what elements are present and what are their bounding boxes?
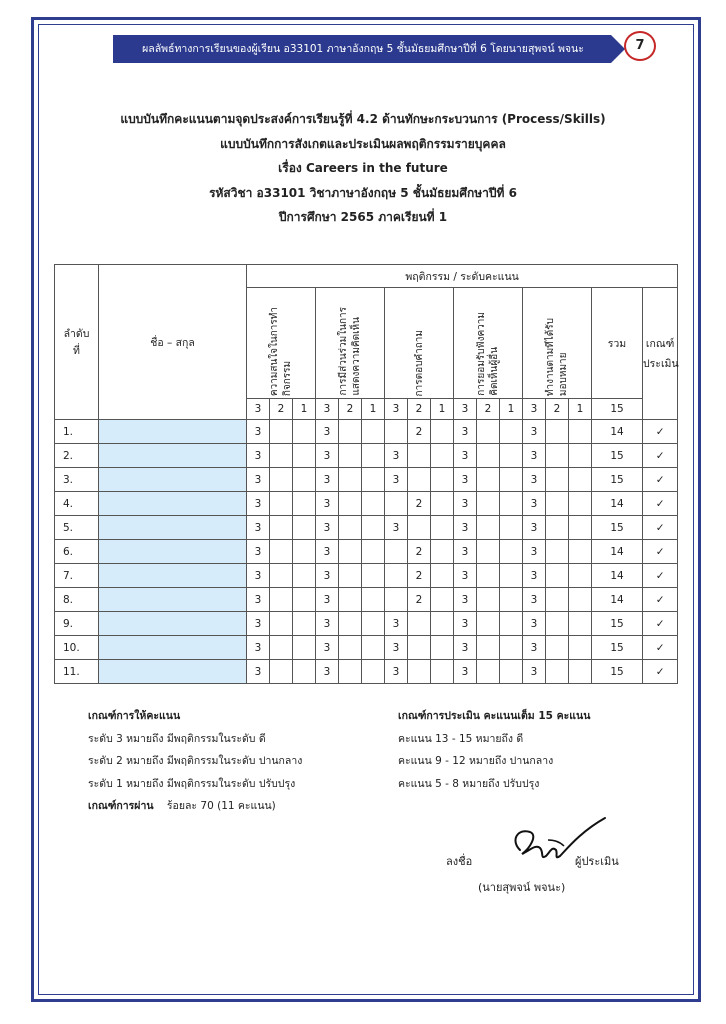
score-cell <box>500 420 523 444</box>
header-name <box>99 265 247 420</box>
score-cell: 3 <box>316 516 339 540</box>
score-cell: 3 <box>454 564 477 588</box>
score-cell <box>477 564 500 588</box>
score-cell: 3 <box>385 444 408 468</box>
score-cell <box>408 516 431 540</box>
score-cell <box>339 636 362 660</box>
score-cell <box>293 612 316 636</box>
score-cell <box>546 516 569 540</box>
score-cell <box>500 540 523 564</box>
scale-cell: 1 <box>362 399 385 420</box>
score-cell <box>569 444 592 468</box>
scale-cell: 2 <box>477 399 500 420</box>
score-cell <box>477 636 500 660</box>
scoring-criteria-line: ระดับ 2 หมายถึง มีพฤติกรรมในระดับ ปานกลาง <box>88 755 303 767</box>
student-name-redacted <box>99 420 247 444</box>
score-cell <box>270 420 293 444</box>
score-cell: 3 <box>454 468 477 492</box>
score-cell: 3 <box>316 420 339 444</box>
score-cell: 2 <box>408 564 431 588</box>
title-line-3: เรื่อง Careers in the future <box>278 161 448 175</box>
pass-criteria-value: ร้อยละ 70 (11 คะแนน) <box>166 800 276 812</box>
row-number: 8. <box>55 588 99 612</box>
evaluation-criteria-line: คะแนน 13 - 15 หมายถึง ดี <box>398 732 524 745</box>
scoring-criteria-heading: เกณฑ์การให้คะแนน <box>88 710 181 722</box>
score-cell <box>477 660 500 684</box>
signature-block <box>418 810 668 900</box>
scale-cell: 3 <box>385 399 408 420</box>
score-cell <box>431 564 454 588</box>
total-cell: 14 <box>592 588 643 612</box>
score-cell: 3 <box>454 516 477 540</box>
document-titles <box>60 107 666 230</box>
score-cell <box>385 564 408 588</box>
title-line-4: รหัสวิชา อ33101 วิชาภาษาอังกฤษ 5 ชั้นมัธยมศึกษาปีที่ 6 <box>209 185 517 200</box>
scale-cell: 1 <box>500 399 523 420</box>
scale-cell: 3 <box>316 399 339 420</box>
score-cell <box>569 564 592 588</box>
row-number: 5. <box>55 516 99 540</box>
score-cell <box>477 420 500 444</box>
pass-criteria <box>88 795 302 818</box>
score-cell: 3 <box>316 612 339 636</box>
score-cell <box>362 540 385 564</box>
score-cell <box>270 468 293 492</box>
score-table-body <box>55 420 678 684</box>
score-cell <box>293 468 316 492</box>
score-cell <box>293 492 316 516</box>
score-cell <box>569 612 592 636</box>
score-cell <box>546 588 569 612</box>
title-line-2: แบบบันทึกการสังเกตและประเมินผลพฤติกรรมรายบุคคล <box>220 136 506 151</box>
score-cell: 3 <box>316 444 339 468</box>
score-cell: 3 <box>385 468 408 492</box>
score-cell: 3 <box>454 588 477 612</box>
score-cell: 3 <box>523 636 546 660</box>
evaluator-name: (นายสุพจน์ พจนะ) <box>478 881 566 894</box>
score-cell <box>385 540 408 564</box>
total-cell: 14 <box>592 564 643 588</box>
student-name-redacted <box>99 588 247 612</box>
total-cell: 14 <box>592 540 643 564</box>
total-cell: 15 <box>592 660 643 684</box>
score-cell <box>293 516 316 540</box>
score-cell <box>339 540 362 564</box>
scale-cell: 1 <box>431 399 454 420</box>
score-cell <box>293 588 316 612</box>
total-cell: 15 <box>592 612 643 636</box>
scale-cell: 2 <box>408 399 431 420</box>
student-name-redacted <box>99 516 247 540</box>
score-cell <box>500 444 523 468</box>
score-cell <box>546 564 569 588</box>
score-cell: 3 <box>454 636 477 660</box>
score-cell <box>339 660 362 684</box>
score-cell <box>293 564 316 588</box>
score-cell <box>431 612 454 636</box>
score-cell <box>569 636 592 660</box>
score-cell <box>500 492 523 516</box>
behavior-3-text: การตอบคำถาม <box>413 329 425 396</box>
score-cell <box>431 516 454 540</box>
total-cell: 15 <box>592 468 643 492</box>
table-row <box>55 444 678 468</box>
score-cell: 3 <box>385 516 408 540</box>
score-cell <box>362 516 385 540</box>
score-cell <box>500 636 523 660</box>
header-no <box>55 265 99 420</box>
score-cell <box>546 468 569 492</box>
evaluator-role: ผู้ประเมิน <box>575 855 619 868</box>
total-cell: 15 <box>592 636 643 660</box>
score-cell <box>339 588 362 612</box>
score-cell <box>270 540 293 564</box>
score-cell: 3 <box>385 612 408 636</box>
title-line-5: ปีการศึกษา 2565 ภาคเรียนที่ 1 <box>278 210 448 224</box>
score-cell <box>500 612 523 636</box>
pass-check-icon: ✓ <box>643 588 678 612</box>
pass-check-icon: ✓ <box>643 492 678 516</box>
score-cell: 3 <box>247 636 270 660</box>
header-behavior-3 <box>385 288 454 399</box>
row-number: 11. <box>55 660 99 684</box>
score-cell <box>270 612 293 636</box>
score-cell <box>569 492 592 516</box>
score-cell <box>362 564 385 588</box>
score-cell <box>546 636 569 660</box>
score-cell <box>293 540 316 564</box>
pass-check-icon: ✓ <box>643 516 678 540</box>
behavior-4-text: การยอมรับฟังความ คิดเห็นผู้อื่น <box>476 312 500 396</box>
score-cell: 3 <box>523 564 546 588</box>
table-row <box>55 540 678 564</box>
pass-criteria-label: เกณฑ์การผ่าน <box>88 800 154 812</box>
title-line-1: แบบบันทึกคะแนนตามจุดประสงค์การเรียนรู้ที่ 4.2 ด้านทักษะกระบวนการ (Process/Skills) <box>120 112 606 126</box>
score-cell: 3 <box>316 588 339 612</box>
total-cell: 14 <box>592 492 643 516</box>
score-cell <box>569 420 592 444</box>
header-banner <box>113 35 625 63</box>
score-cell <box>270 588 293 612</box>
score-cell <box>408 660 431 684</box>
score-cell: 3 <box>247 540 270 564</box>
score-cell <box>270 444 293 468</box>
score-cell: 3 <box>523 540 546 564</box>
score-cell: 3 <box>316 564 339 588</box>
score-cell: 3 <box>454 492 477 516</box>
score-cell <box>569 588 592 612</box>
score-cell: 3 <box>454 420 477 444</box>
student-name-redacted <box>99 564 247 588</box>
score-cell <box>500 660 523 684</box>
student-name-redacted <box>99 540 247 564</box>
score-cell <box>477 612 500 636</box>
scale-cell: 2 <box>270 399 293 420</box>
score-cell <box>270 516 293 540</box>
score-cell <box>500 468 523 492</box>
score-cell: 3 <box>247 420 270 444</box>
score-cell: 3 <box>247 660 270 684</box>
scale-cell: 1 <box>293 399 316 420</box>
score-cell <box>362 636 385 660</box>
header-name-text: ชื่อ – สกุล <box>150 336 195 349</box>
score-cell <box>431 636 454 660</box>
student-name-redacted <box>99 444 247 468</box>
row-number: 9. <box>55 612 99 636</box>
header-behavior-1 <box>247 288 316 399</box>
header-behavior-4 <box>454 288 523 399</box>
scale-cell: 1 <box>569 399 592 420</box>
score-cell: 2 <box>408 492 431 516</box>
score-cell: 3 <box>385 636 408 660</box>
score-cell: 3 <box>523 588 546 612</box>
table-row <box>55 492 678 516</box>
banner-text: ผลลัพธ์ทางการเรียนของผู้เรียน อ33101 ภาษาอังกฤษ 5 ชั้นมัธยมศึกษาปีที่ 6 โดยนายสุพจน์ พจนะ <box>142 43 584 55</box>
score-cell: 3 <box>316 660 339 684</box>
score-cell <box>431 468 454 492</box>
pass-check-icon: ✓ <box>643 612 678 636</box>
score-cell <box>362 420 385 444</box>
score-cell <box>546 660 569 684</box>
score-cell <box>500 588 523 612</box>
row-number: 1. <box>55 420 99 444</box>
scale-cell: 3 <box>523 399 546 420</box>
score-cell <box>339 564 362 588</box>
score-cell: 3 <box>247 444 270 468</box>
score-cell <box>270 564 293 588</box>
table-row <box>55 564 678 588</box>
score-cell <box>546 492 569 516</box>
pass-check-icon: ✓ <box>643 420 678 444</box>
score-cell <box>362 492 385 516</box>
header-total-text: รวม <box>607 337 627 350</box>
scale-total: 15 <box>592 399 643 420</box>
score-cell: 3 <box>316 540 339 564</box>
scoring-criteria-line: ระดับ 3 หมายถึง มีพฤติกรรมในระดับ ดี <box>88 732 266 745</box>
student-name-redacted <box>99 492 247 516</box>
header-behaviors: พฤติกรรม / ระดับคะแนน <box>247 265 678 288</box>
score-cell <box>270 660 293 684</box>
table-row <box>55 636 678 660</box>
pass-check-icon: ✓ <box>643 468 678 492</box>
student-name-redacted <box>99 660 247 684</box>
total-cell: 15 <box>592 516 643 540</box>
score-cell <box>546 612 569 636</box>
row-number: 4. <box>55 492 99 516</box>
score-cell: 2 <box>408 540 431 564</box>
pass-check-icon: ✓ <box>643 444 678 468</box>
evaluation-criteria-heading: เกณฑ์การประเมิน คะแนนเต็ม 15 คะแนน <box>398 710 591 722</box>
score-cell <box>362 660 385 684</box>
score-cell: 3 <box>523 660 546 684</box>
table-row <box>55 612 678 636</box>
score-cell <box>339 492 362 516</box>
score-cell <box>362 588 385 612</box>
header-eval-text: เกณฑ์ ประเมิน <box>643 337 679 370</box>
score-cell <box>569 540 592 564</box>
score-cell <box>546 420 569 444</box>
scoring-criteria <box>88 705 302 818</box>
score-cell: 3 <box>247 588 270 612</box>
student-name-redacted <box>99 468 247 492</box>
score-cell <box>477 588 500 612</box>
evaluation-criteria <box>398 705 590 795</box>
score-cell <box>408 468 431 492</box>
score-cell <box>408 444 431 468</box>
behavior-5-text: ทำงานตามที่ได้รับ มอบหมาย <box>545 317 569 396</box>
scale-cell: 3 <box>247 399 270 420</box>
score-cell <box>339 516 362 540</box>
score-cell <box>431 492 454 516</box>
score-cell: 3 <box>247 492 270 516</box>
score-cell <box>569 516 592 540</box>
score-cell <box>500 516 523 540</box>
score-cell <box>293 660 316 684</box>
score-cell: 3 <box>454 444 477 468</box>
score-cell <box>569 660 592 684</box>
behavior-2-text: การมีส่วนร่วมในการ แสดงความคิดเห็น <box>338 307 362 396</box>
score-cell <box>408 612 431 636</box>
score-cell: 3 <box>247 468 270 492</box>
pass-check-icon: ✓ <box>643 564 678 588</box>
sign-label: ลงชื่อ <box>446 855 473 868</box>
header-behavior-5 <box>523 288 592 399</box>
header-no-text: ลำดับ ที่ <box>63 328 90 357</box>
score-cell <box>477 516 500 540</box>
score-cell <box>339 444 362 468</box>
total-cell: 14 <box>592 420 643 444</box>
scale-cell: 3 <box>454 399 477 420</box>
score-cell: 3 <box>247 516 270 540</box>
evaluation-criteria-line: คะแนน 5 - 8 หมายถึง ปรับปรุง <box>398 777 540 790</box>
pass-check-icon: ✓ <box>643 636 678 660</box>
score-cell <box>477 444 500 468</box>
score-cell <box>431 660 454 684</box>
total-cell: 15 <box>592 444 643 468</box>
score-cell <box>270 492 293 516</box>
score-cell <box>477 468 500 492</box>
score-cell: 3 <box>247 612 270 636</box>
score-cell <box>293 636 316 660</box>
header-behavior-2 <box>316 288 385 399</box>
score-cell: 3 <box>523 492 546 516</box>
behavior-1-text: ความสนใจในการทำ กิจกรรม <box>269 306 293 396</box>
score-cell <box>431 444 454 468</box>
score-cell <box>362 468 385 492</box>
score-cell: 3 <box>316 636 339 660</box>
score-cell <box>569 468 592 492</box>
score-cell: 2 <box>408 420 431 444</box>
pass-check-icon: ✓ <box>643 540 678 564</box>
score-cell <box>339 468 362 492</box>
student-name-redacted <box>99 636 247 660</box>
score-cell <box>431 420 454 444</box>
score-cell: 3 <box>454 660 477 684</box>
score-cell <box>339 612 362 636</box>
score-cell: 3 <box>316 468 339 492</box>
header-total <box>592 288 643 399</box>
row-number: 7. <box>55 564 99 588</box>
score-cell <box>385 492 408 516</box>
score-cell: 3 <box>523 612 546 636</box>
table-row <box>55 468 678 492</box>
score-cell: 3 <box>523 468 546 492</box>
score-cell <box>385 588 408 612</box>
table-row <box>55 660 678 684</box>
score-cell <box>546 444 569 468</box>
score-cell <box>477 540 500 564</box>
header-eval <box>643 288 678 420</box>
row-number: 6. <box>55 540 99 564</box>
table-row <box>55 588 678 612</box>
score-cell: 3 <box>523 516 546 540</box>
scale-cell: 2 <box>339 399 362 420</box>
score-cell <box>339 420 362 444</box>
score-cell <box>293 420 316 444</box>
evaluation-criteria-line: คะแนน 9 - 12 หมายถึง ปานกลาง <box>398 755 554 767</box>
score-cell: 3 <box>247 564 270 588</box>
score-cell <box>546 540 569 564</box>
score-cell: 3 <box>523 444 546 468</box>
score-table <box>54 264 678 684</box>
score-cell: 3 <box>454 612 477 636</box>
score-cell <box>385 420 408 444</box>
row-number: 10. <box>55 636 99 660</box>
student-name-redacted <box>99 612 247 636</box>
score-cell: 3 <box>316 492 339 516</box>
score-cell <box>408 636 431 660</box>
score-cell <box>270 636 293 660</box>
row-number: 3. <box>55 468 99 492</box>
score-cell: 3 <box>454 540 477 564</box>
score-cell <box>500 564 523 588</box>
scale-cell: 2 <box>546 399 569 420</box>
score-cell <box>477 492 500 516</box>
score-cell <box>293 444 316 468</box>
page-number: 7 <box>624 31 656 61</box>
score-cell: 3 <box>385 660 408 684</box>
score-cell <box>362 612 385 636</box>
scoring-criteria-line: ระดับ 1 หมายถึง มีพฤติกรรมในระดับ ปรับปรุง <box>88 777 296 790</box>
score-cell <box>431 588 454 612</box>
table-row <box>55 516 678 540</box>
score-cell <box>431 540 454 564</box>
score-cell <box>362 444 385 468</box>
pass-check-icon: ✓ <box>643 660 678 684</box>
table-row <box>55 420 678 444</box>
score-cell: 2 <box>408 588 431 612</box>
row-number: 2. <box>55 444 99 468</box>
score-cell: 3 <box>523 420 546 444</box>
